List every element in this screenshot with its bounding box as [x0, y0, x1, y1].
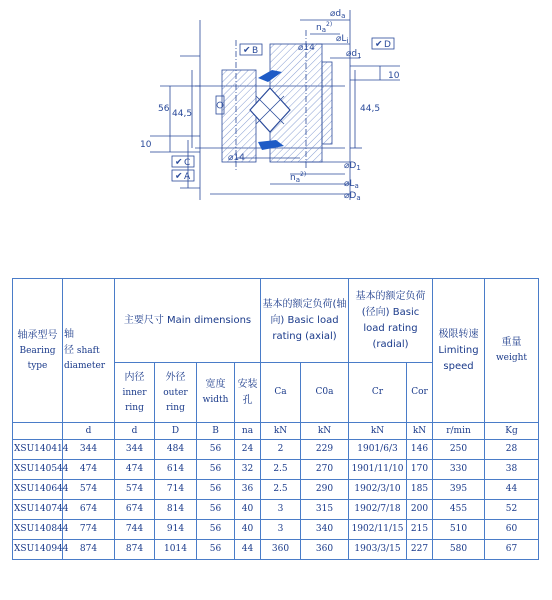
table-cell: 474	[63, 460, 115, 480]
table-cell: 56	[197, 500, 235, 520]
label-datum-b: B	[252, 46, 259, 56]
table-row	[13, 460, 539, 480]
label-d1: $⌀d_1$	[346, 49, 362, 60]
header-radial-load	[349, 279, 433, 363]
header-holes-cn: 安装孔	[237, 378, 258, 406]
table-row	[13, 520, 539, 540]
table-cell: 574	[115, 480, 155, 500]
label-dim-445-left: 44,5	[172, 109, 193, 119]
table-cell: 2	[261, 440, 301, 460]
table-cell: 1901/11/10	[349, 460, 407, 480]
unit-cell: d	[115, 423, 155, 440]
cell-model: XSU140414	[13, 440, 63, 460]
unit-cell: d	[63, 423, 115, 440]
table-cell: 474	[115, 460, 155, 480]
header-shaft-cn-2: 径	[64, 345, 74, 356]
table-cell: 330	[433, 460, 485, 480]
header-outer-cn: 外径	[165, 371, 186, 383]
table-cell: 56	[197, 520, 235, 540]
table-cell: 2.5	[261, 480, 301, 500]
table-cell: 229	[301, 440, 349, 460]
label-dli: $⌀L_i$	[336, 34, 349, 45]
label-dim-10-right: 10	[388, 71, 400, 81]
header-main-dimensions	[115, 279, 261, 363]
unit-cell: B	[197, 423, 235, 440]
header-bearing-cn: 轴承型号	[17, 329, 58, 341]
table-cell: 24	[235, 440, 261, 460]
label-datum-c: C	[184, 158, 191, 168]
inner-ring	[222, 70, 256, 162]
table-cell: 28	[485, 440, 539, 460]
header-shaft-diameter	[63, 279, 115, 423]
unit-cell: kN	[301, 423, 349, 440]
header-cor: Cor	[407, 363, 433, 423]
header-axial-text: 基本的额定负荷(轴向) Basic load rating (axial)	[262, 298, 347, 342]
header-shaft-cn-1: 轴	[64, 329, 74, 340]
table-cell: 360	[301, 540, 349, 560]
cell-model: XSU140844	[13, 520, 63, 540]
header-outer-en: outer ring	[163, 387, 188, 413]
table-cell: 455	[433, 500, 485, 520]
table-cell: 215	[407, 520, 433, 540]
table-cell: 574	[63, 480, 115, 500]
label-Da: $⌀D_a$	[344, 191, 361, 202]
header-shaft-en: shaft diameter	[64, 346, 106, 371]
table-row	[13, 440, 539, 460]
table-cell: 580	[433, 540, 485, 560]
table-cell: 56	[197, 440, 235, 460]
table-cell: 185	[407, 480, 433, 500]
header-inner-ring	[115, 363, 155, 423]
table-cell: 3	[261, 500, 301, 520]
label-na-bottom: $n_a^{2)}$	[290, 171, 307, 184]
label-na-top: $n_a^{2)}$	[316, 21, 333, 34]
table-cell: 1902/3/10	[349, 480, 407, 500]
table-cell: 250	[433, 440, 485, 460]
table-cell: 56	[197, 540, 235, 560]
header-width-cn: 宽度	[205, 379, 226, 390]
table-cell: 484	[155, 440, 197, 460]
table-cell: 1902/11/15	[349, 520, 407, 540]
cell-model: XSU140744	[13, 500, 63, 520]
header-main-dims-text: 主要尺寸 Main dimensions	[123, 314, 252, 326]
header-width	[197, 363, 235, 423]
header-mounting-holes	[235, 363, 261, 423]
table-cell: 290	[301, 480, 349, 500]
label-d14-bottom: ⌀14	[228, 153, 245, 163]
table-cell: 170	[407, 460, 433, 480]
table-cell: 3	[261, 520, 301, 540]
table-cell: 56	[197, 480, 235, 500]
header-weight-cn: 重量	[501, 337, 522, 348]
table-cell: 614	[155, 460, 197, 480]
label-d14-top: ⌀14	[298, 43, 315, 53]
header-cr: Cr	[349, 363, 407, 423]
table-cell: 60	[485, 520, 539, 540]
unit-cell: r/min	[433, 423, 485, 440]
header-width-en: width	[202, 395, 229, 405]
header-axial-load	[261, 279, 349, 363]
table-cell: 40	[235, 500, 261, 520]
label-D1: $⌀D_1$	[344, 161, 361, 172]
unit-cell: Kg	[485, 423, 539, 440]
table-cell: 1901/6/3	[349, 440, 407, 460]
header-radial-text: 基本的额定负荷(径向) Basic load rating (radial)	[355, 290, 426, 350]
unit-cell	[13, 423, 63, 440]
check-icon: ✔	[175, 157, 183, 168]
table-cell: 315	[301, 500, 349, 520]
table-cell: 395	[433, 480, 485, 500]
table-cell: 36	[235, 480, 261, 500]
table-cell: 40	[235, 520, 261, 540]
specification-table	[12, 278, 539, 560]
table-cell: 1014	[155, 540, 197, 560]
table-cell: 344	[115, 440, 155, 460]
table-cell: 874	[115, 540, 155, 560]
unit-cell: kN	[349, 423, 407, 440]
header-c0a: C0a	[301, 363, 349, 423]
header-limiting-speed	[433, 279, 485, 423]
header-ca: Ca	[261, 363, 301, 423]
table-cell: 146	[407, 440, 433, 460]
unit-cell: D	[155, 423, 197, 440]
cell-model: XSU140644	[13, 480, 63, 500]
table-cell: 52	[485, 500, 539, 520]
header-speed-text: 极限转速Limiting speed	[438, 328, 479, 372]
table-cell: 510	[433, 520, 485, 540]
table-cell: 2.5	[261, 460, 301, 480]
table-cell: 914	[155, 520, 197, 540]
check-icon: ✔	[375, 39, 383, 50]
table-cell: 270	[301, 460, 349, 480]
label-dim-445-right: 44,5	[360, 104, 381, 114]
check-icon: ✔	[243, 45, 251, 56]
label-datum-d: D	[384, 40, 391, 50]
table-cell: 227	[407, 540, 433, 560]
table-cell: 200	[407, 500, 433, 520]
table-row	[13, 480, 539, 500]
label-datum-a: A	[184, 172, 191, 182]
table-row	[13, 540, 539, 560]
units-row	[13, 423, 539, 440]
cell-model: XSU140544	[13, 460, 63, 480]
table-cell: 360	[261, 540, 301, 560]
table-cell: 44	[235, 540, 261, 560]
table-cell: 38	[485, 460, 539, 480]
table-cell: 32	[235, 460, 261, 480]
check-icon: ✔	[175, 171, 183, 182]
table-cell: 674	[63, 500, 115, 520]
table-cell: 774	[63, 520, 115, 540]
label-dim-56: 56	[158, 104, 170, 114]
table-cell: 67	[485, 540, 539, 560]
table-row	[13, 500, 539, 520]
table-cell: 44	[485, 480, 539, 500]
header-bearing-type	[13, 279, 63, 423]
header-inner-cn: 内径	[124, 371, 145, 383]
bearing-cross-section-drawing	[0, 0, 552, 270]
table-cell: 1903/3/15	[349, 540, 407, 560]
header-bearing-en: Bearing type	[19, 345, 56, 371]
specification-table-wrapper	[12, 278, 538, 560]
unit-cell: kN	[261, 423, 301, 440]
header-inner-en: inner ring	[122, 387, 147, 413]
table-cell: 874	[63, 540, 115, 560]
table-cell: 1902/7/18	[349, 500, 407, 520]
label-dim-10-left: 10	[140, 140, 152, 150]
table-cell: 56	[197, 460, 235, 480]
table-cell: 714	[155, 480, 197, 500]
cell-model: XSU140944	[13, 540, 63, 560]
unit-cell: kN	[407, 423, 433, 440]
header-outer-ring	[155, 363, 197, 423]
unit-cell: na	[235, 423, 261, 440]
table-cell: 744	[115, 520, 155, 540]
table-cell: 340	[301, 520, 349, 540]
label-dda: $⌀d_a$	[330, 9, 346, 20]
table-cell: 344	[63, 440, 115, 460]
table-cell: 814	[155, 500, 197, 520]
label-La: $⌀L_a$	[344, 179, 359, 190]
header-weight-en: weight	[495, 353, 528, 363]
table-body	[13, 440, 539, 560]
table-cell: 674	[115, 500, 155, 520]
header-weight	[485, 279, 539, 423]
